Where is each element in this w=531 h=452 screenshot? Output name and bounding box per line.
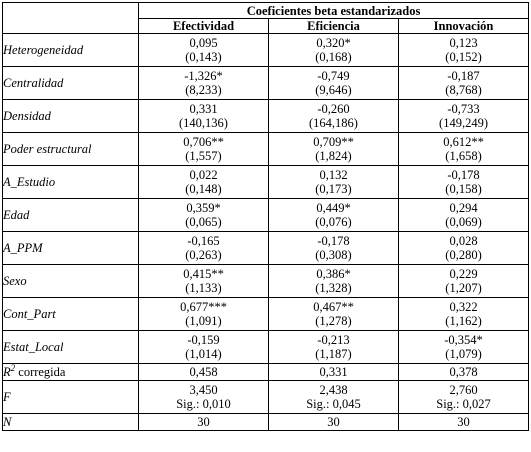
coefficient-value: -0,187 — [447, 69, 480, 83]
value-cell — [399, 199, 529, 232]
coefficient-value: 0,132 — [319, 168, 348, 182]
value-cell — [139, 298, 269, 331]
value-cell — [399, 331, 529, 364]
value-cell — [399, 67, 529, 100]
row-label: Estat_Local — [3, 331, 139, 364]
coefficient-value: 0,677*** — [180, 300, 227, 314]
value-cell — [269, 133, 399, 166]
standard-error-value: (0,069) — [445, 215, 482, 229]
r2-value: 0,378 — [399, 364, 529, 381]
value-cell — [399, 34, 529, 67]
coefficient-value: -0,260 — [317, 102, 350, 116]
header-corner-cell — [3, 3, 139, 34]
f-significance: Sig.: 0,010 — [176, 397, 231, 411]
standard-error-value: (0,168) — [315, 50, 352, 64]
standard-error-value: (0,173) — [315, 182, 352, 196]
coefficient-value: 0,709** — [313, 135, 354, 149]
standard-error-value: (0,158) — [445, 182, 482, 196]
value-cell — [139, 331, 269, 364]
group-title: Coeficientes beta estandarizados — [139, 3, 529, 19]
row-label: Edad — [3, 199, 139, 232]
coefficient-value: 0,294 — [449, 201, 478, 215]
value-cell — [399, 232, 529, 265]
coefficient-value: 0,322 — [449, 300, 478, 314]
value-cell — [399, 166, 529, 199]
row-label: A_Estudio — [3, 166, 139, 199]
coefficient-value: 0,320* — [316, 36, 351, 50]
standard-error-value: (1,557) — [185, 149, 222, 163]
table-row — [3, 331, 529, 364]
coefficient-value: -0,749 — [317, 69, 350, 83]
value-cell — [269, 166, 399, 199]
row-label: Sexo — [3, 265, 139, 298]
value-cell — [269, 199, 399, 232]
standard-error-value: (8,768) — [445, 83, 482, 97]
f-value-cell — [139, 381, 269, 414]
coefficient-value: 0,095 — [189, 36, 218, 50]
regression-table — [2, 2, 529, 431]
f-significance: Sig.: 0,027 — [436, 397, 491, 411]
coefficient-value: -0,165 — [187, 234, 220, 248]
f-statistic: 2,760 — [449, 383, 478, 397]
header-group-row — [3, 3, 529, 19]
table-body — [3, 34, 529, 431]
row-label: Centralidad — [3, 67, 139, 100]
standard-error-value: (1,162) — [445, 314, 482, 328]
coefficient-value: -0,178 — [317, 234, 350, 248]
n-value: 30 — [139, 414, 269, 431]
r2-row — [3, 364, 529, 381]
value-cell — [139, 133, 269, 166]
r2-label-rest: corregida — [15, 365, 66, 379]
value-cell — [139, 100, 269, 133]
standard-error-value: (0,143) — [185, 50, 222, 64]
standard-error-value: (1,278) — [315, 314, 352, 328]
f-value-cell — [399, 381, 529, 414]
coefficient-value: 0,028 — [449, 234, 478, 248]
n-row — [3, 414, 529, 431]
coefficient-value: -0,213 — [317, 333, 350, 347]
standard-error-value: (0,076) — [315, 215, 352, 229]
value-cell — [139, 67, 269, 100]
value-cell — [399, 133, 529, 166]
coefficient-value: -0,733 — [447, 102, 480, 116]
coefficient-value: 0,386* — [316, 267, 351, 281]
column-header-innovacion: Innovación — [399, 19, 529, 34]
standard-error-value: (0,152) — [445, 50, 482, 64]
row-label: Densidad — [3, 100, 139, 133]
f-label: F — [3, 381, 139, 414]
standard-error-value: (1,079) — [445, 347, 482, 361]
standard-error-value: (1,187) — [315, 347, 352, 361]
row-label: Poder estructural — [3, 133, 139, 166]
standard-error-value: (1,091) — [185, 314, 222, 328]
value-cell — [139, 34, 269, 67]
coefficient-value: 0,612** — [443, 135, 484, 149]
standard-error-value: (1,014) — [185, 347, 222, 361]
table-row — [3, 133, 529, 166]
value-cell — [399, 100, 529, 133]
standard-error-value: (164,186) — [309, 116, 358, 130]
standard-error-value: (0,280) — [445, 248, 482, 262]
standard-error-value: (0,263) — [185, 248, 222, 262]
coefficient-value: 0,415** — [183, 267, 224, 281]
coefficient-value: 0,022 — [189, 168, 218, 182]
r2-value: 0,331 — [269, 364, 399, 381]
f-significance: Sig.: 0,045 — [306, 397, 361, 411]
row-label: A_PPM — [3, 232, 139, 265]
f-statistic: 2,438 — [319, 383, 348, 397]
table-row — [3, 265, 529, 298]
row-label: Cont_Part — [3, 298, 139, 331]
row-label: Heterogeneidad — [3, 34, 139, 67]
coefficient-value: 0,467** — [313, 300, 354, 314]
value-cell — [399, 298, 529, 331]
standard-error-value: (1,824) — [315, 149, 352, 163]
coefficient-value: 0,123 — [449, 36, 478, 50]
n-label: N — [3, 414, 139, 431]
standard-error-value: (9,646) — [315, 83, 352, 97]
n-value: 30 — [269, 414, 399, 431]
coefficient-value: -0,159 — [187, 333, 220, 347]
f-value-cell — [269, 381, 399, 414]
standard-error-value: (1,658) — [445, 149, 482, 163]
coefficient-value: 0,359* — [186, 201, 221, 215]
value-cell — [139, 166, 269, 199]
value-cell — [139, 199, 269, 232]
table-row — [3, 166, 529, 199]
standard-error-value: (149,249) — [439, 116, 488, 130]
r2-label-r: R — [3, 365, 11, 379]
f-row — [3, 381, 529, 414]
value-cell — [269, 331, 399, 364]
coefficient-value: 0,331 — [189, 102, 218, 116]
table-row — [3, 232, 529, 265]
table-row — [3, 199, 529, 232]
r2-label-sup: 2 — [10, 362, 16, 373]
value-cell — [269, 232, 399, 265]
table-row — [3, 67, 529, 100]
coefficient-value: 0,229 — [449, 267, 478, 281]
value-cell — [269, 100, 399, 133]
standard-error-value: (1,207) — [445, 281, 482, 295]
standard-error-value: (0,308) — [315, 248, 352, 262]
standard-error-value: (8,233) — [185, 83, 222, 97]
standard-error-value: (0,148) — [185, 182, 222, 196]
standard-error-value: (1,328) — [315, 281, 352, 295]
value-cell — [399, 265, 529, 298]
value-cell — [269, 298, 399, 331]
standard-error-value: (0,065) — [185, 215, 222, 229]
coefficient-value: 0,706** — [183, 135, 224, 149]
value-cell — [139, 265, 269, 298]
coefficient-value: 0,449* — [316, 201, 351, 215]
table-row — [3, 100, 529, 133]
coefficient-value: -0,354* — [444, 333, 483, 347]
f-statistic: 3,450 — [189, 383, 218, 397]
standard-error-value: (1,133) — [185, 281, 222, 295]
value-cell — [269, 34, 399, 67]
value-cell — [269, 67, 399, 100]
table-row — [3, 34, 529, 67]
value-cell — [269, 265, 399, 298]
table-row — [3, 298, 529, 331]
r2-label — [3, 364, 139, 381]
n-value: 30 — [399, 414, 529, 431]
standard-error-value: (140,136) — [179, 116, 228, 130]
coefficient-value: -1,326* — [184, 69, 223, 83]
value-cell — [139, 232, 269, 265]
column-header-efectividad: Efectividad — [139, 19, 269, 34]
column-header-eficiencia: Eficiencia — [269, 19, 399, 34]
r2-value: 0,458 — [139, 364, 269, 381]
coefficient-value: -0,178 — [447, 168, 480, 182]
